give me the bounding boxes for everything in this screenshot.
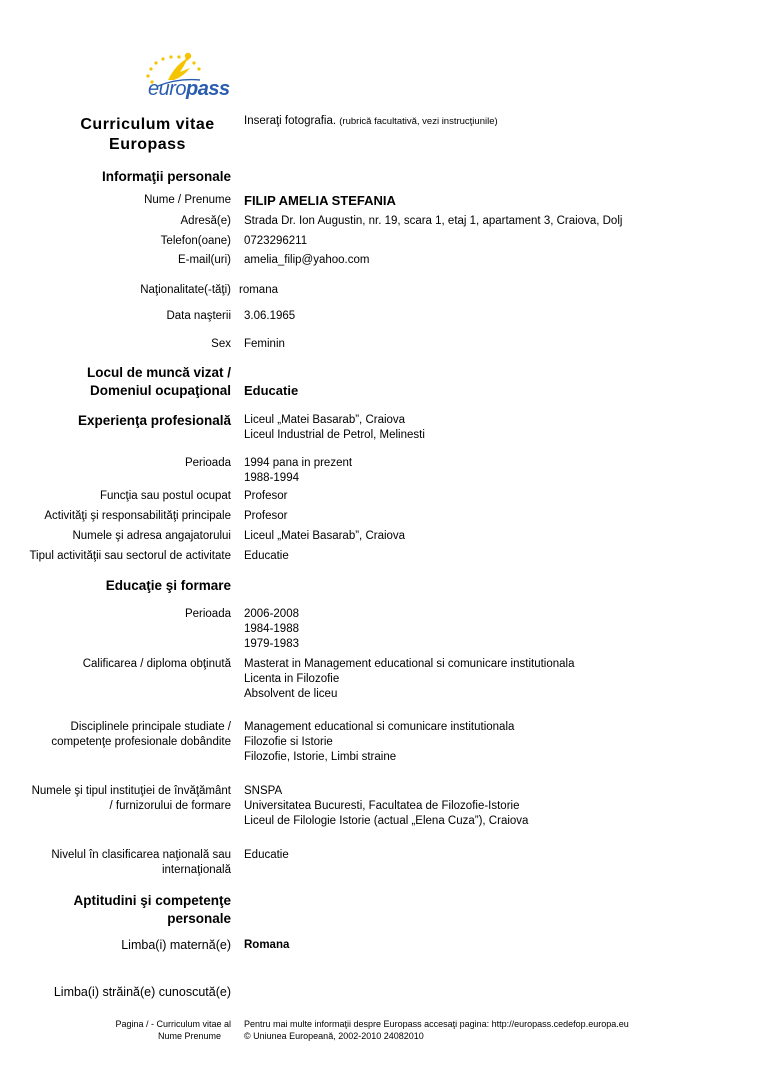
logo-euro-text: euro bbox=[148, 78, 187, 100]
skills-heading-line2: personale bbox=[167, 911, 231, 926]
subjects-label-line1: Disciplinele principale studiate / bbox=[70, 721, 231, 733]
photo-note-main: Inseraţi fotografia. bbox=[244, 115, 337, 127]
employer-label: Numele şi adresa angajatorului bbox=[72, 530, 231, 542]
section-heading-skills bbox=[73, 892, 231, 928]
sector-label: Tipul activităţii sau sectorul de activitate bbox=[29, 550, 231, 562]
experience-employers bbox=[244, 413, 425, 443]
institution-label-line1: Numele şi tipul instituţiei de învăţământ bbox=[31, 785, 231, 797]
name-value: FILIP AMELIA STEFANIA bbox=[244, 193, 396, 208]
phone-value: 0723296211 bbox=[244, 235, 308, 247]
activities-label: Activităţi şi responsabilităţi principale bbox=[44, 510, 231, 522]
email-label: E-mail(uri) bbox=[177, 254, 231, 266]
qualification-line: Masterat in Management educational si comunicare institutionala bbox=[244, 658, 575, 670]
subject-line: Management educational si comunicare institutionala bbox=[244, 721, 515, 733]
sector-value: Educatie bbox=[244, 550, 289, 562]
qualification-line: Absolvent de liceu bbox=[244, 688, 338, 700]
skills-heading-line1: Aptitudini şi competenţe bbox=[73, 893, 231, 908]
section-heading-experience: Experienţa profesională bbox=[77, 413, 231, 428]
institution-label bbox=[32, 784, 231, 814]
footer-copyright-line: © Uniunea Europeană, 2002-2010 24082010 bbox=[244, 1031, 424, 1041]
institution-line: Universitatea Bucuresti, Facultatea de Filozofie-Istorie bbox=[244, 800, 520, 812]
desired-heading-line2: Domeniul ocupaţional bbox=[89, 383, 231, 398]
birthdate-value: 3.06.1965 bbox=[244, 310, 296, 322]
mother-tongue-label: Limba(i) maternă(e) bbox=[121, 938, 231, 952]
footer-page-line: Pagina / - Curriculum vitae al bbox=[115, 1019, 231, 1029]
position-label: Funcţia sau postul ocupat bbox=[99, 490, 231, 502]
mother-tongue-value: Romana bbox=[244, 939, 290, 951]
phone-label: Telefon(oane) bbox=[160, 235, 231, 247]
section-heading-education: Educaţie şi formare bbox=[105, 578, 231, 593]
address-label: Adresă(e) bbox=[180, 215, 231, 227]
photo-note bbox=[244, 115, 498, 127]
institution-line: Liceul de Filologie Istorie (actual „Elena Cuza”), Craiova bbox=[244, 815, 529, 827]
subjects-label-line2: competenţe profesionale dobândite bbox=[51, 736, 231, 748]
cv-title-line1: Curriculum vitae bbox=[80, 116, 215, 133]
nationality-label: Naţionalitate(-tăţi) bbox=[140, 284, 231, 296]
education-period-label: Perioada bbox=[184, 608, 231, 620]
institutions bbox=[244, 784, 528, 829]
europass-logo bbox=[128, 50, 228, 106]
qualifications bbox=[244, 657, 575, 702]
qualification-label: Calificarea / diploma obţinută bbox=[82, 658, 231, 670]
sex-label: Sex bbox=[211, 338, 231, 350]
subjects bbox=[244, 720, 514, 765]
education-period-line: 2006-2008 bbox=[244, 608, 299, 620]
cv-title-line2: Europass bbox=[109, 136, 186, 153]
nationality-value: romana bbox=[239, 284, 278, 296]
photo-note-small: (rubrică facultativă, vezi instrucţiunile) bbox=[339, 116, 498, 127]
address-value: Strada Dr. Ion Augustin, nr. 19, scara 1, etaj 1, apartament 3, Craiova, Dolj bbox=[244, 215, 623, 227]
desired-value: Educatie bbox=[244, 383, 299, 398]
education-period-line: 1984-1988 bbox=[244, 623, 299, 635]
level-value: Educatie bbox=[244, 849, 289, 861]
experience-period-label: Perioada bbox=[184, 457, 231, 469]
email-value: amelia_filip@yahoo.com bbox=[244, 254, 370, 266]
experience-employer-line: Liceul „Matei Basarab”, Craiova bbox=[244, 414, 406, 426]
foreign-languages-label: Limba(i) străină(e) cunoscută(e) bbox=[53, 985, 231, 999]
level-label bbox=[51, 848, 231, 878]
education-periods bbox=[244, 607, 299, 652]
subject-line: Filozofie si Istorie bbox=[244, 736, 333, 748]
qualification-line: Licenta in Filozofie bbox=[244, 673, 340, 685]
level-label-line1: Nivelul în clasificarea naţională sau bbox=[51, 849, 231, 861]
employer-value: Liceul „Matei Basarab”, Craiova bbox=[244, 530, 406, 542]
birthdate-label: Data naşterii bbox=[166, 310, 231, 322]
footer-info-line: Pentru mai multe informaţii despre Europass accesaţi pagina: http://europass.cedefop.europa.eu bbox=[244, 1019, 629, 1029]
experience-periods bbox=[244, 456, 352, 486]
logo-pass-text: pass bbox=[186, 78, 230, 100]
subject-line: Filozofie, Istorie, Limbi straine bbox=[244, 751, 397, 763]
footer-right bbox=[244, 1018, 629, 1042]
section-heading-desired bbox=[87, 364, 231, 400]
experience-period-line: 1988-1994 bbox=[244, 472, 299, 484]
experience-employer-line: Liceul Industrial de Petrol, Melinesti bbox=[244, 429, 425, 441]
institution-label-line2: / furnizorului de formare bbox=[109, 800, 231, 812]
education-period-line: 1979-1983 bbox=[244, 638, 299, 650]
footer-left bbox=[115, 1018, 231, 1042]
footer-name-line: Nume Prenume bbox=[157, 1031, 221, 1041]
name-label: Nume / Prenume bbox=[144, 194, 231, 206]
sex-value: Feminin bbox=[244, 338, 285, 350]
subjects-label bbox=[51, 720, 231, 750]
position-value: Profesor bbox=[244, 490, 288, 502]
institution-line: SNSPA bbox=[244, 785, 283, 797]
section-heading-personal: Informaţii personale bbox=[101, 169, 231, 184]
level-label-line2: internaţională bbox=[161, 864, 231, 876]
experience-period-line: 1994 pana in prezent bbox=[244, 457, 353, 469]
desired-heading-line1: Locul de muncă vizat / bbox=[86, 365, 231, 380]
cv-title bbox=[60, 115, 235, 155]
activities-value: Profesor bbox=[244, 510, 288, 522]
